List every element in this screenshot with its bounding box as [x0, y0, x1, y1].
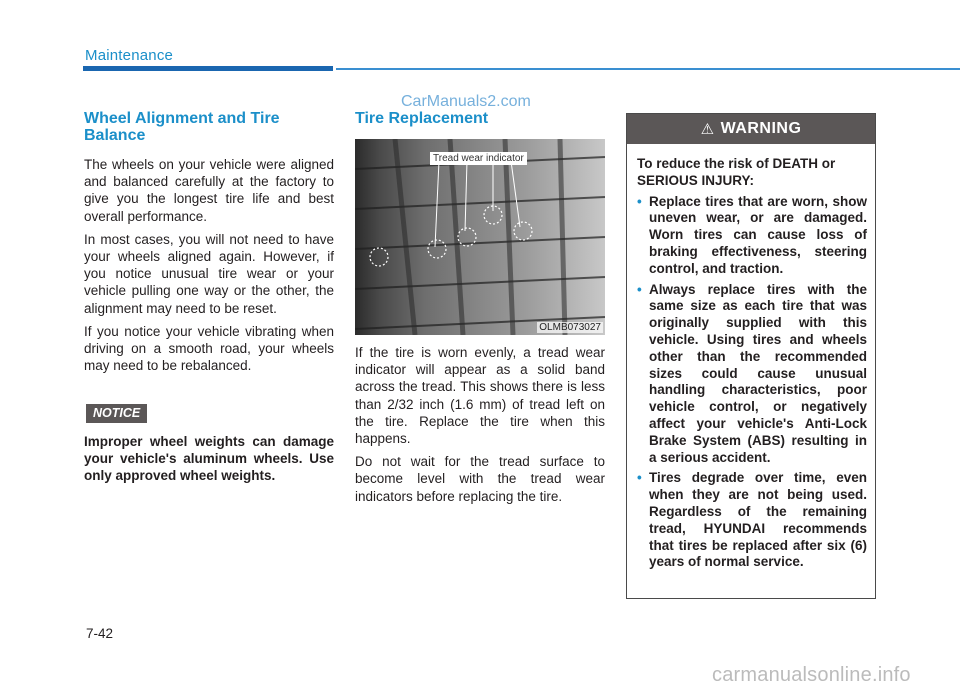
warning-item-text: Tires degrade over time, even when they are not being used. Regardless of the remaining tread, HYUNDAI recommends that tires be replaced after six (6) years of normal service. — [649, 470, 867, 570]
warning-header — [627, 114, 875, 144]
image-code: OLMB073027 — [539, 322, 601, 333]
watermark-bottom: carmanualsonline.info — [712, 664, 911, 686]
page-number: 7-42 — [86, 626, 114, 641]
warning-item — [637, 282, 867, 467]
tire-replacement-heading: Tire Replacement — [355, 110, 489, 127]
alignment-paragraph: The wheels on your vehicle were aligned and balanced carefully at the factory to give you the longest tire life and best overall performance. — [84, 157, 334, 224]
alignment-paragraph: In most cases, you will not need to have your wheels aligned again. However, if you notice unusual tire wear or your vehicle pulling one way or the other, the alignment may need to be reset. — [84, 231, 334, 316]
header-rule-light — [336, 68, 960, 70]
bullet-icon: • — [637, 193, 642, 209]
header-rule-dark — [83, 66, 333, 71]
warning-triangle-icon: ⚠ — [700, 121, 715, 138]
warning-label: WARNING — [720, 120, 802, 137]
section-label: Maintenance — [85, 47, 174, 64]
watermark-top: CarManuals2.com — [401, 93, 531, 110]
bullet-icon: • — [637, 470, 642, 486]
replacement-paragraph: Do not wait for the tread surface to become level with the tread wear indicators before replacing the tire. — [355, 454, 605, 504]
warning-item — [637, 470, 867, 571]
warning-item-text: Replace tires that are worn, show uneven wear, or are damaged. Worn tires can cause loss of braking effectiveness, steering control, and traction. — [649, 193, 867, 276]
notice-text: Improper wheel weights can damage your vehicle's aluminum wheels. Use only approved wheel weights. — [84, 434, 334, 484]
warning-list — [637, 194, 867, 572]
wheel-alignment-heading: Wheel Alignment and Tire Balance — [84, 110, 280, 144]
tread-wear-photo — [355, 139, 605, 335]
alignment-paragraph: If you notice your vehicle vibrating when driving on a smooth road, your wheels may need to be rebalanced. — [84, 323, 334, 374]
wheel-alignment-section — [84, 110, 334, 484]
warning-intro: To reduce the risk of DEATH or SERIOUS INJURY: — [637, 156, 836, 188]
notice-badge: NOTICE — [86, 404, 147, 423]
tire-replacement-section — [355, 110, 605, 511]
tread-wear-indicator-label: Tread wear indicator — [430, 152, 527, 165]
bullet-icon: • — [637, 281, 642, 297]
warning-item — [637, 194, 867, 278]
tire-tread-illustration — [355, 139, 605, 335]
replacement-paragraph: If the tire is worn evenly, a tread wear indicator will appear as a solid band across the tread. This shows there is less than 2/32 inch (1.6 mm) of tread left on the tire. Replace the tire when this happens. — [355, 345, 605, 447]
warning-box — [626, 113, 876, 599]
warning-item-text: Always replace tires with the same size as each tire that was originally supplied with this vehicle. Using tires and wheels other than the recommended sizes could cause unusual handling characteristics, poor vehicle control, or negatively affect your vehicle's Anti-Lock Brake System (ABS) resulting in a serious accident. — [649, 281, 867, 465]
